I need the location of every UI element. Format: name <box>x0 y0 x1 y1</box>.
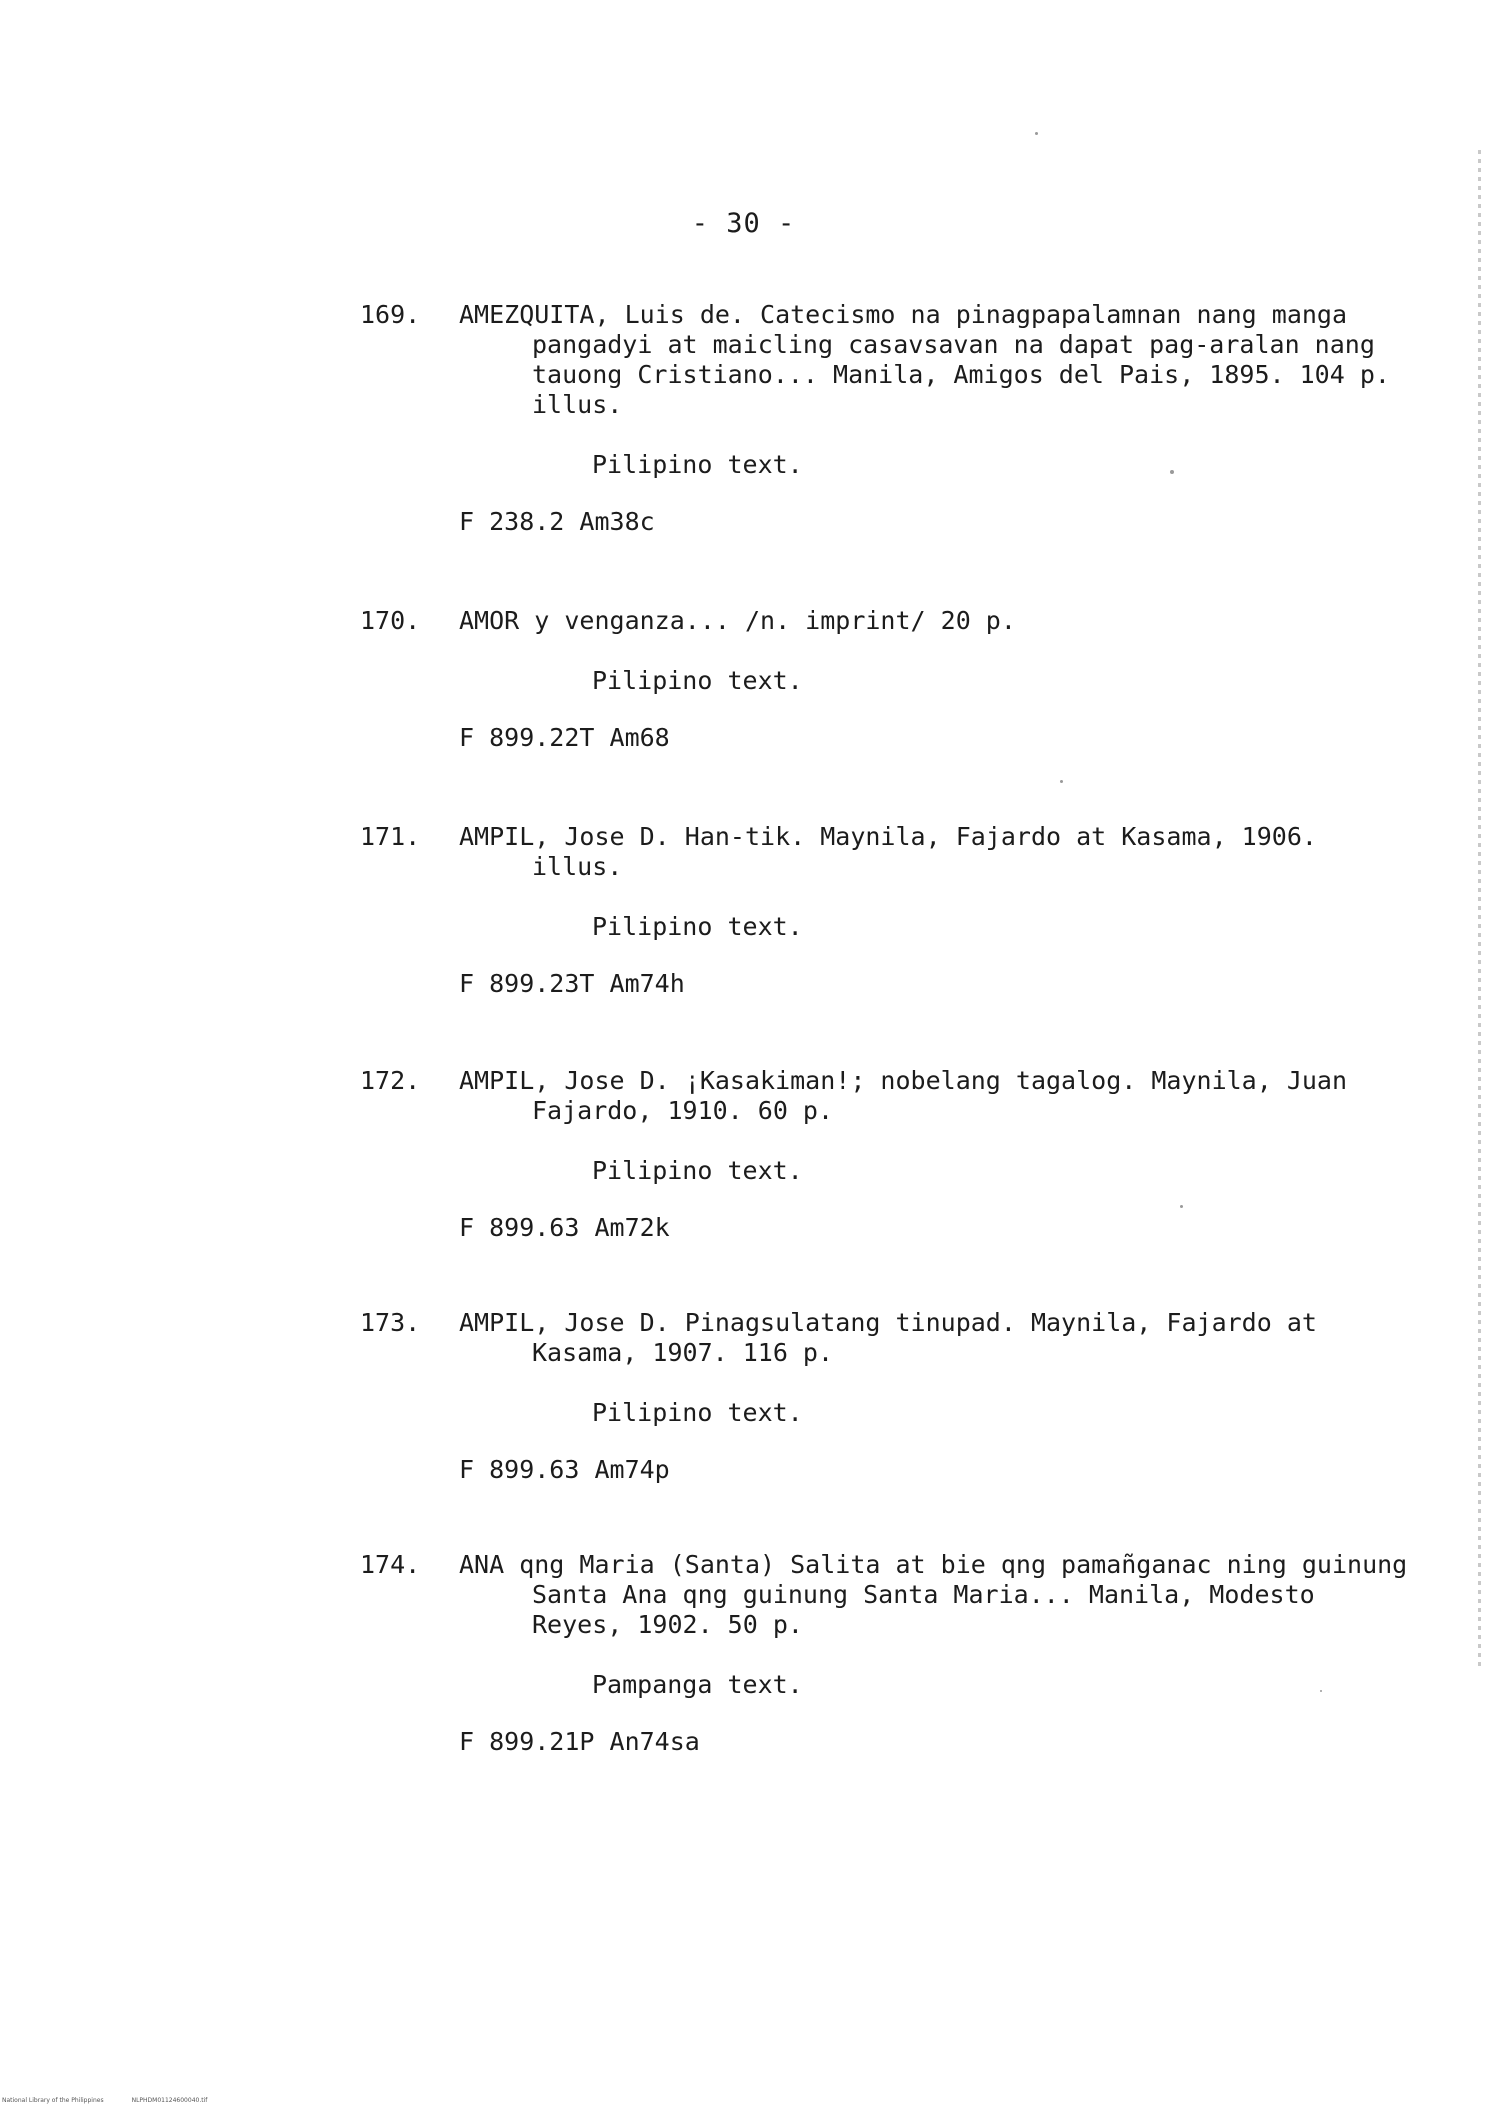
page-number: - 30 - <box>691 208 796 239</box>
entry-call-number: F 899.23T Am74h <box>459 969 685 998</box>
entry-language-note: Pilipino text. <box>592 666 803 695</box>
bibliography-entry-173 <box>360 1308 1420 1485</box>
entry-number: 171. <box>360 822 421 851</box>
entry-call-number: F 899.63 Am72k <box>459 1213 670 1242</box>
scan-speck <box>1320 1690 1322 1692</box>
footer-file-id: NLPHDM01124600040.tif <box>131 2097 208 2104</box>
entry-call-number: F 899.63 Am74p <box>459 1455 670 1484</box>
entry-citation: ANA qng Maria (Santa) Salita at bie qng pamañganac ning guinung Santa Ana qng guinung Santa Maria... Manila, Modesto Reyes, 1902. 50 p. <box>459 1550 1408 1639</box>
scan-speck <box>1180 1205 1183 1208</box>
scan-speck <box>1060 780 1063 783</box>
scan-speck <box>1170 470 1174 474</box>
entry-citation: AMEZQUITA, Luis de. Catecismo na pinagpapalamnan nang manga pangadyi at maicling casavsavan na dapat pag-aralan nang tauong Cristiano... Manila, Amigos del Pais, 1895. 104 p. illus. <box>459 300 1390 419</box>
bibliography-entry-170 <box>360 606 1420 753</box>
entry-number: 170. <box>360 606 421 635</box>
scan-edge-artifact <box>1478 150 1481 1670</box>
entry-call-number: F 899.21P An74sa <box>459 1727 700 1756</box>
bibliography-entry-171 <box>360 822 1420 999</box>
entry-number: 172. <box>360 1066 421 1095</box>
bibliography-entry-169 <box>360 300 1420 537</box>
entry-call-number: F 899.22T Am68 <box>459 723 670 752</box>
scan-footer <box>2 2097 207 2104</box>
entry-language-note: Pilipino text. <box>592 450 803 479</box>
entry-language-note: Pampanga text. <box>592 1670 803 1699</box>
entry-language-note: Pilipino text. <box>592 1156 803 1185</box>
entry-call-number: F 238.2 Am38c <box>459 507 655 536</box>
entry-number: 169. <box>360 300 421 329</box>
footer-library: National Library of the Philippines <box>2 2097 104 2104</box>
scan-speck <box>1035 132 1038 135</box>
entry-language-note: Pilipino text. <box>592 912 803 941</box>
entry-language-note: Pilipino text. <box>592 1398 803 1427</box>
entry-citation: AMPIL, Jose D. Pinagsulatang tinupad. Maynila, Fajardo at Kasama, 1907. 116 p. <box>459 1308 1317 1367</box>
entry-number: 173. <box>360 1308 421 1337</box>
bibliography-entry-174 <box>360 1550 1420 1757</box>
entry-number: 174. <box>360 1550 421 1579</box>
entry-citation: AMOR y venganza... /n. imprint/ 20 p. <box>459 606 1016 635</box>
entry-citation: AMPIL, Jose D. Han-tik. Maynila, Fajardo at Kasama, 1906. illus. <box>459 822 1317 881</box>
bibliography-entry-172 <box>360 1066 1420 1243</box>
entry-citation: AMPIL, Jose D. ¡Kasakiman!; nobelang tagalog. Maynila, Juan Fajardo, 1910. 60 p. <box>459 1066 1348 1125</box>
